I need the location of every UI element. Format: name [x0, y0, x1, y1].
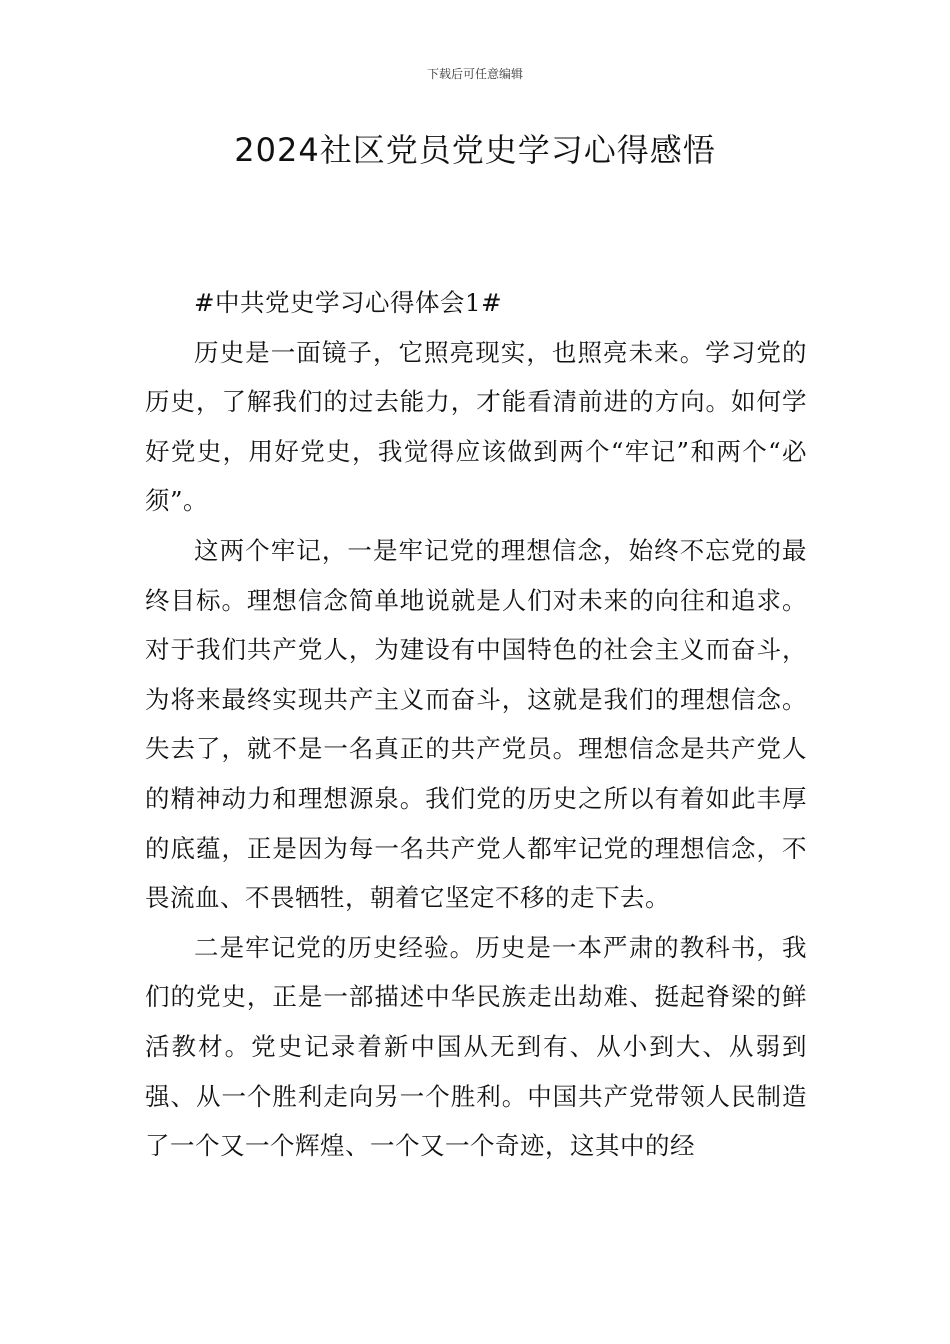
paragraph: 历史是一面镜子，它照亮现实，也照亮未来。学习党的历史，了解我们的过去能力，才能看清前进的方向。如何学好党史，用好党史，我觉得应该做到两个“牢记”和两个“必须”。: [145, 337, 807, 516]
section-heading: #中共党史学习心得体会1#: [194, 288, 503, 317]
paragraph: 二是牢记党的历史经验。历史是一本严肃的教科书，我们的党史，正是一部描述中华民族走出劫难、挺起脊梁的鲜活教材。党史记录着新中国从无到有、从小到大、从弱到强、从一个胜利走向另一个胜利。中国共产党带领人民制造了一个又一个辉煌、一个又一个奇迹，这其中的经: [145, 932, 807, 1161]
paragraph: 这两个牢记，一是牢记党的理想信念，始终不忘党的最终目标。理想信念简单地说就是人们对未来的向往和追求。对于我们共产党人，为建设有中国特色的社会主义而奋斗，为将来最终实现共产主义而奋斗，这就是我们的理想信念。失去了，就不是一名真正的共产党员。理想信念是共产党人的精神动力和理想源泉。我们党的历史之所以有着如此丰厚的底蕴，正是因为每一名共产党人都牢记党的理想信念，不畏流血、不畏牺牲，朝着它坚定不移的走下去。: [145, 535, 807, 913]
header-note: 下载后可任意编辑: [426, 67, 523, 81]
document-body: [145, 278, 807, 1171]
document-title: 2024社区党员党史学习心得感悟: [234, 131, 716, 169]
